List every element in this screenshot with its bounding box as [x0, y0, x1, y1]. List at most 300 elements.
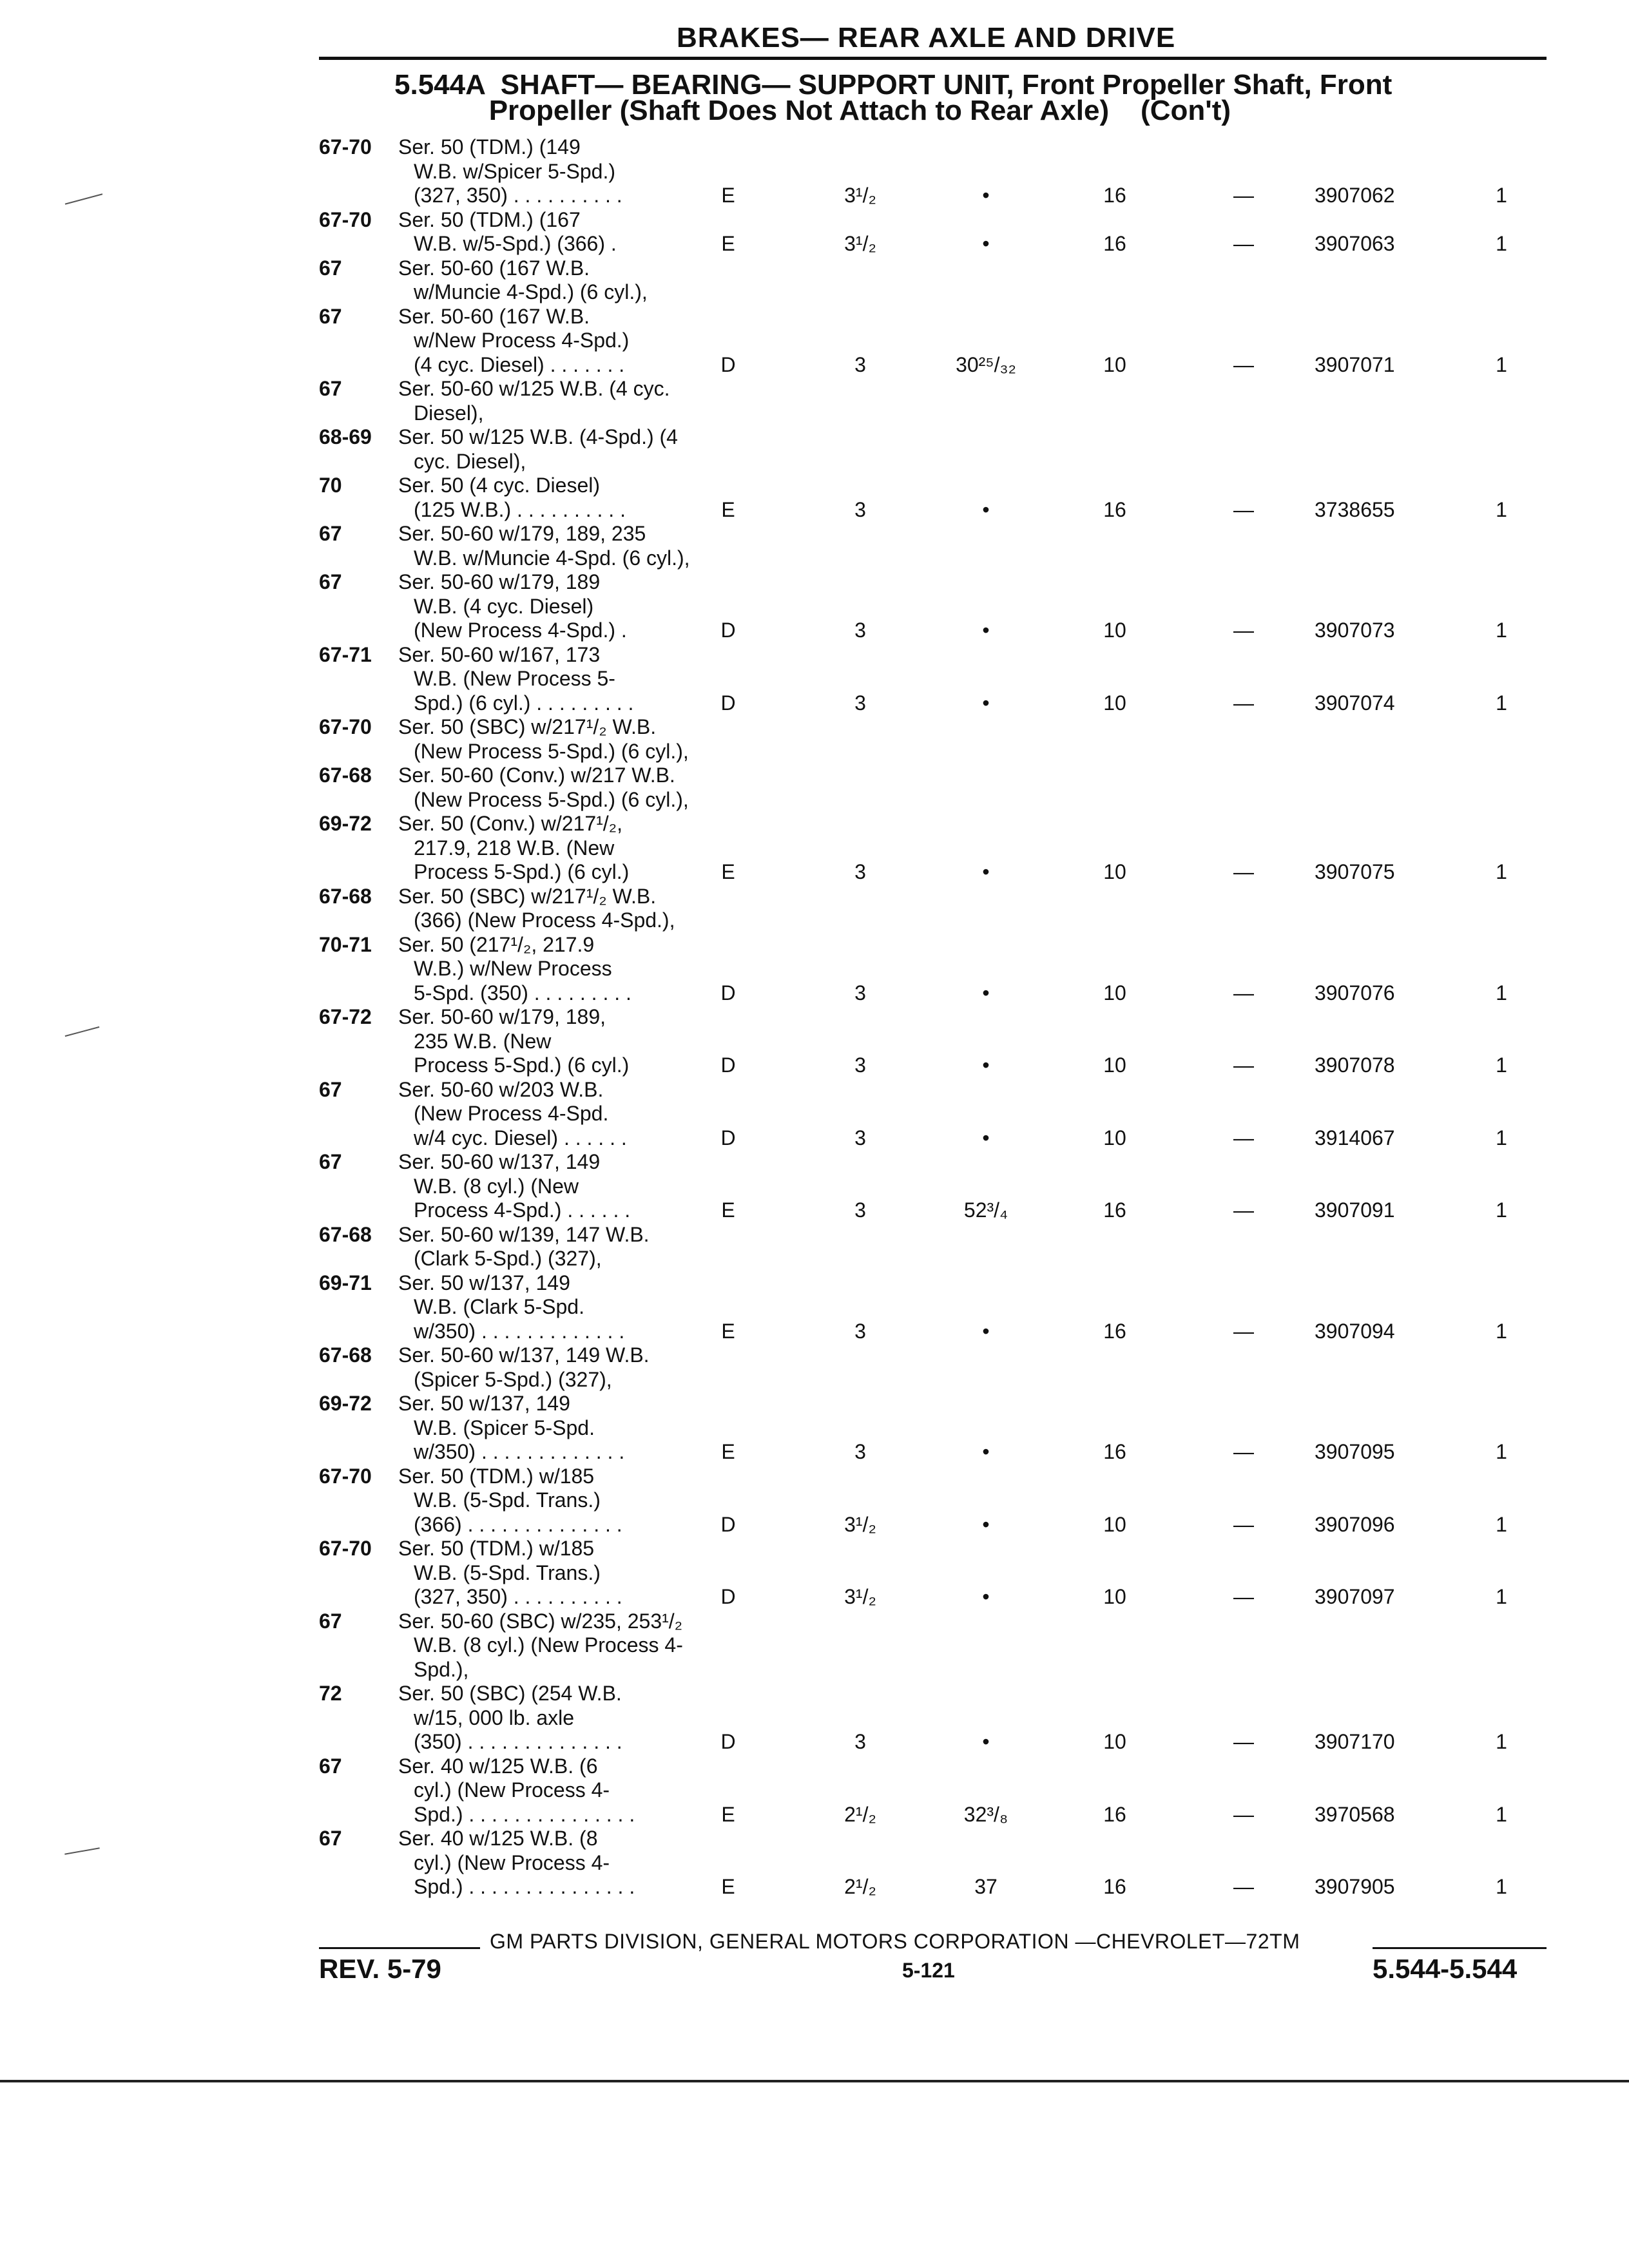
- model-years: 67-70: [319, 1537, 372, 1560]
- length: 37: [974, 1875, 998, 1898]
- application-description: Ser. 50-60 w/139, 147 W.B.: [398, 1222, 650, 1246]
- list-item: [0, 812, 1629, 885]
- length: •: [982, 1126, 990, 1149]
- application-description: Ser. 50 (TDM.) w/185: [398, 1464, 595, 1488]
- parts-list: [0, 135, 1629, 1899]
- application-description: w/15, 000 lb. axle: [414, 1706, 575, 1729]
- application-description: Ser. 50-60 (167 W.B.: [398, 256, 590, 280]
- list-item: [0, 377, 1629, 425]
- application-description: Process 5-Spd.) (6 cyl.): [414, 1053, 630, 1077]
- application-description: (4 cyc. Diesel) . . . . . . .: [414, 352, 625, 376]
- diameter: 3¹/₂: [844, 232, 876, 255]
- model-years: 67: [319, 256, 342, 280]
- type-code: D: [720, 981, 736, 1004]
- diameter: 3: [854, 1730, 866, 1753]
- application-description: W.B. w/Spicer 5-Spd.): [414, 159, 615, 183]
- application-description: (366) . . . . . . . . . . . . . .: [414, 1512, 622, 1536]
- list-item: [0, 1005, 1629, 1078]
- entry-line: [0, 1005, 1629, 1030]
- quantity: 1: [1496, 691, 1507, 715]
- model-years: 69-71: [319, 1271, 372, 1294]
- entry-line: [0, 1585, 1629, 1610]
- application-description: Ser. 50 (TDM.) (167: [398, 207, 581, 231]
- entry-line: [0, 1343, 1629, 1368]
- type-code: E: [721, 1875, 735, 1898]
- application-description: Ser. 50 (SBC) (254 W.B.: [398, 1682, 622, 1705]
- part-number: 3914067: [1315, 1126, 1395, 1149]
- spline-count: 10: [1103, 1053, 1126, 1077]
- application-description: Ser. 50 (SBC) w/217¹/₂ W.B.: [398, 884, 657, 908]
- entry-line: [0, 860, 1629, 885]
- application-description: (New Process 5-Spd.) (6 cyl.),: [414, 787, 689, 811]
- application-description: Spd.) . . . . . . . . . . . . . . .: [414, 1875, 635, 1898]
- list-item: [0, 135, 1629, 208]
- list-item: [0, 1078, 1629, 1151]
- type-code: E: [721, 232, 735, 255]
- spline-count: 10: [1103, 981, 1126, 1004]
- entry-line: [0, 1175, 1629, 1199]
- application-description: (New Process 4-Spd.) .: [414, 619, 627, 642]
- application-description: Ser. 50 (TDM.) w/185: [398, 1537, 595, 1560]
- spline-count: 10: [1103, 860, 1126, 883]
- model-years: 67: [319, 377, 342, 400]
- entry-line: [0, 256, 1629, 281]
- application-description: Ser. 50-60 w/137, 149: [398, 1150, 601, 1173]
- entry-line: [0, 667, 1629, 691]
- type-code: D: [720, 352, 736, 376]
- diameter: 3: [854, 1440, 866, 1463]
- entry-line: [0, 280, 1629, 305]
- model-years: 67: [319, 1609, 342, 1633]
- entry-line: [0, 812, 1629, 836]
- quantity: 1: [1496, 1802, 1507, 1826]
- entry-line: [0, 1030, 1629, 1054]
- model-years: 67: [319, 1077, 342, 1101]
- type-code: D: [720, 691, 736, 715]
- application-description: Ser. 50-60 w/167, 173: [398, 642, 601, 666]
- diameter: 3: [854, 1319, 866, 1343]
- part-number: 3907097: [1315, 1585, 1395, 1608]
- entry-line: [0, 1150, 1629, 1175]
- application-description: Ser. 50-60 w/179, 189: [398, 570, 601, 593]
- entry-line: [0, 1730, 1629, 1754]
- application-description: Ser. 40 w/125 W.B. (8: [398, 1827, 598, 1850]
- application-description: Ser. 50 w/137, 149: [398, 1392, 570, 1415]
- list-item: [0, 1392, 1629, 1465]
- list-item: [0, 1465, 1629, 1537]
- entry-line: [0, 1851, 1629, 1876]
- length: •: [982, 1585, 990, 1608]
- application-description: 5-Spd. (350) . . . . . . . . .: [414, 981, 631, 1004]
- list-item: [0, 305, 1629, 378]
- part-number: 3907094: [1315, 1319, 1395, 1343]
- footer-rule-right: [1373, 1947, 1547, 1949]
- application-description: w/Muncie 4-Spd.) (6 cyl.),: [414, 280, 648, 303]
- model-years: 67-70: [319, 715, 372, 738]
- application-description: Ser. 40 w/125 W.B. (6: [398, 1754, 598, 1778]
- application-description: w/350) . . . . . . . . . . . . .: [414, 1440, 625, 1463]
- blank-column: —: [1233, 497, 1254, 521]
- quantity: 1: [1496, 232, 1507, 255]
- blank-column: —: [1233, 1319, 1254, 1343]
- application-description: w/350) . . . . . . . . . . . . .: [414, 1319, 625, 1343]
- model-years: 67-71: [319, 642, 372, 666]
- entry-line: [0, 1803, 1629, 1827]
- model-years: 70-71: [319, 932, 372, 956]
- type-code: E: [721, 1440, 735, 1463]
- application-description: Ser. 50 (TDM.) (149: [398, 135, 581, 159]
- application-description: W.B. (8 cyl.) (New Process 4-: [414, 1633, 683, 1657]
- model-years: 67-70: [319, 207, 372, 231]
- entry-line: [0, 1126, 1629, 1151]
- diameter: 3: [854, 1198, 866, 1222]
- spline-count: 10: [1103, 1730, 1126, 1753]
- model-years: 67-68: [319, 1343, 372, 1367]
- list-item: [0, 1271, 1629, 1344]
- spline-count: 16: [1103, 1319, 1126, 1343]
- blank-column: —: [1233, 1585, 1254, 1608]
- entry-line: [0, 1682, 1629, 1706]
- section-title: 5.544A SHAFT— BEARING— SUPPORT UNIT, Front Propeller Shaft, Front Propeller (Shaft Does Not Attach to Rear Axle) (Con't): [394, 69, 1393, 126]
- application-description: (New Process 4-Spd.: [414, 1102, 609, 1125]
- part-number: 3907063: [1315, 232, 1395, 255]
- spline-count: 10: [1103, 691, 1126, 715]
- application-description: Ser. 50-60 w/179, 189,: [398, 1005, 606, 1028]
- model-years: 67-70: [319, 135, 372, 159]
- list-item: [0, 1537, 1629, 1610]
- entry-line: [0, 1754, 1629, 1779]
- quantity: 1: [1496, 1126, 1507, 1149]
- quantity: 1: [1496, 1319, 1507, 1343]
- entry-line: [0, 401, 1629, 426]
- model-years: 67-72: [319, 1005, 372, 1028]
- blank-column: —: [1233, 1730, 1254, 1753]
- model-years: 67: [319, 570, 342, 593]
- application-description: (327, 350) . . . . . . . . . .: [414, 184, 622, 207]
- list-item: [0, 256, 1629, 305]
- entry-line: [0, 522, 1629, 546]
- application-description: W.B. (Clark 5-Spd.: [414, 1295, 584, 1318]
- blank-column: —: [1233, 981, 1254, 1004]
- application-description: Ser. 50-60 w/179, 189, 235: [398, 522, 646, 545]
- part-number: 3907076: [1315, 981, 1395, 1004]
- application-description: Ser. 50-60 w/137, 149 W.B.: [398, 1343, 650, 1367]
- part-number: 3907074: [1315, 691, 1395, 715]
- blank-column: —: [1233, 1440, 1254, 1463]
- quantity: 1: [1496, 860, 1507, 883]
- length: •: [982, 1440, 990, 1463]
- entry-line: [0, 908, 1629, 933]
- entry-line: [0, 933, 1629, 957]
- quantity: 1: [1496, 1440, 1507, 1463]
- blank-column: —: [1233, 232, 1254, 255]
- application-description: Spd.),: [414, 1657, 469, 1681]
- application-description: W.B. (New Process 5-: [414, 667, 615, 690]
- spline-count: 10: [1103, 1585, 1126, 1608]
- spline-count: 10: [1103, 619, 1126, 642]
- blank-column: —: [1233, 1512, 1254, 1536]
- type-code: E: [721, 860, 735, 883]
- blank-column: —: [1233, 1126, 1254, 1149]
- type-code: D: [720, 619, 736, 642]
- entry-line: [0, 1368, 1629, 1392]
- diameter: 3: [854, 1053, 866, 1077]
- entry-line: [0, 788, 1629, 812]
- quantity: 1: [1496, 1730, 1507, 1753]
- entry-line: [0, 885, 1629, 909]
- diameter: 3: [854, 497, 866, 521]
- blank-column: —: [1233, 619, 1254, 642]
- entry-line: [0, 1778, 1629, 1803]
- quantity: 1: [1496, 1512, 1507, 1536]
- entry-line: [0, 450, 1629, 474]
- diameter: 3: [854, 860, 866, 883]
- length: •: [982, 860, 990, 883]
- entry-line: [0, 691, 1629, 716]
- entry-line: [0, 184, 1629, 208]
- length: •: [982, 981, 990, 1004]
- diameter: 2¹/₂: [844, 1875, 876, 1898]
- list-item: [0, 1827, 1629, 1899]
- entry-line: [0, 474, 1629, 498]
- part-number: 3907170: [1315, 1730, 1395, 1753]
- type-code: D: [720, 1053, 736, 1077]
- list-item: [0, 1754, 1629, 1827]
- list-item: [0, 208, 1629, 256]
- quantity: 1: [1496, 1875, 1507, 1898]
- model-years: 67: [319, 522, 342, 545]
- length: •: [982, 691, 990, 715]
- entry-line: [0, 764, 1629, 788]
- length: •: [982, 1512, 990, 1536]
- list-item: [0, 1610, 1629, 1682]
- type-code: D: [720, 1585, 736, 1608]
- quantity: 1: [1496, 1198, 1507, 1222]
- blank-column: —: [1233, 1802, 1254, 1826]
- application-description: Ser. 50-60 w/125 W.B. (4 cyc.: [398, 377, 670, 400]
- footer-rule-left: [319, 1947, 480, 1949]
- entry-line: [0, 160, 1629, 184]
- application-description: 235 W.B. (New: [414, 1029, 552, 1053]
- spline-count: 16: [1103, 184, 1126, 207]
- spline-count: 16: [1103, 1440, 1126, 1463]
- entry-line: [0, 546, 1629, 571]
- quantity: 1: [1496, 352, 1507, 376]
- list-item: [0, 643, 1629, 716]
- list-item: [0, 1343, 1629, 1392]
- list-item: [0, 1150, 1629, 1223]
- model-years: 67: [319, 1827, 342, 1850]
- type-code: E: [721, 1319, 735, 1343]
- type-code: E: [721, 1802, 735, 1826]
- blank-column: —: [1233, 1875, 1254, 1898]
- quantity: 1: [1496, 1053, 1507, 1077]
- quantity: 1: [1496, 619, 1507, 642]
- quantity: 1: [1496, 1585, 1507, 1608]
- application-description: W.B. (5-Spd. Trans.): [414, 1488, 601, 1512]
- entry-line: [0, 1658, 1629, 1682]
- spline-count: 10: [1103, 1512, 1126, 1536]
- diameter: 3¹/₂: [844, 1585, 876, 1608]
- blank-column: —: [1233, 1053, 1254, 1077]
- entry-line: [0, 1875, 1629, 1899]
- list-item: [0, 425, 1629, 474]
- application-description: (327, 350) . . . . . . . . . .: [414, 1585, 622, 1608]
- diameter: 3: [854, 352, 866, 376]
- diameter: 3¹/₂: [844, 184, 876, 207]
- application-description: W.B. w/Muncie 4-Spd. (6 cyl.),: [414, 546, 690, 570]
- length: •: [982, 184, 990, 207]
- model-years: 67-70: [319, 1464, 372, 1488]
- application-description: Process 4-Spd.) . . . . . .: [414, 1198, 631, 1222]
- spline-count: 16: [1103, 497, 1126, 521]
- blank-column: —: [1233, 860, 1254, 883]
- entry-line: [0, 957, 1629, 981]
- diameter: 3: [854, 691, 866, 715]
- list-item: [0, 570, 1629, 643]
- application-description: W.B. w/5-Spd.) (366) .: [414, 232, 617, 255]
- entry-line: [0, 498, 1629, 523]
- length: 30²⁵/₃₂: [956, 352, 1016, 376]
- part-number: 3907095: [1315, 1440, 1395, 1463]
- entry-line: [0, 1247, 1629, 1271]
- quantity: 1: [1496, 497, 1507, 521]
- application-description: Ser. 50 (4 cyc. Diesel): [398, 474, 600, 497]
- model-years: 69-72: [319, 812, 372, 835]
- entry-line: [0, 1416, 1629, 1441]
- page-number: 5-121: [902, 1959, 955, 1982]
- list-item: [0, 1682, 1629, 1754]
- length: •: [982, 619, 990, 642]
- header-rule: [319, 57, 1547, 60]
- application-description: w/New Process 4-Spd.): [414, 329, 630, 352]
- entry-line: [0, 1078, 1629, 1102]
- entry-line: [0, 425, 1629, 450]
- type-code: D: [720, 1512, 736, 1536]
- entry-line: [0, 1271, 1629, 1296]
- length: 52³/₄: [963, 1198, 1008, 1222]
- entry-line: [0, 595, 1629, 619]
- application-description: 217.9, 218 W.B. (New: [414, 836, 615, 860]
- entry-line: [0, 1561, 1629, 1586]
- blank-column: —: [1233, 1198, 1254, 1222]
- entry-line: [0, 715, 1629, 740]
- application-description: W.B.) w/New Process: [414, 957, 612, 980]
- entry-line: [0, 1053, 1629, 1078]
- model-years: 67-68: [319, 1222, 372, 1246]
- list-item: [0, 474, 1629, 522]
- entry-line: [0, 1633, 1629, 1658]
- application-description: Ser. 50 w/137, 149: [398, 1271, 570, 1294]
- entry-line: [0, 1295, 1629, 1320]
- diameter: 3: [854, 1126, 866, 1149]
- spline-count: 16: [1103, 232, 1126, 255]
- model-years: 67-68: [319, 884, 372, 908]
- part-number: 3970568: [1315, 1802, 1395, 1826]
- part-number: 3907073: [1315, 619, 1395, 642]
- quantity: 1: [1496, 981, 1507, 1004]
- part-number: 3907078: [1315, 1053, 1395, 1077]
- entry-line: [0, 619, 1629, 643]
- part-number: 3907071: [1315, 352, 1395, 376]
- application-description: Ser. 50 (SBC) w/217¹/₂ W.B.: [398, 715, 657, 738]
- part-number: 3907075: [1315, 860, 1395, 883]
- quantity: 1: [1496, 184, 1507, 207]
- application-description: W.B. (4 cyc. Diesel): [414, 594, 594, 618]
- entry-line: [0, 836, 1629, 861]
- application-description: (New Process 5-Spd.) (6 cyl.),: [414, 739, 689, 763]
- entry-line: [0, 1440, 1629, 1465]
- model-years: 68-69: [319, 425, 372, 448]
- list-item: [0, 885, 1629, 933]
- model-years: 70: [319, 474, 342, 497]
- model-years: 67: [319, 1150, 342, 1173]
- part-number: 3738655: [1315, 497, 1395, 521]
- entry-line: [0, 305, 1629, 329]
- length: 32³/₈: [963, 1802, 1008, 1826]
- entry-line: [0, 1198, 1629, 1223]
- application-description: Ser. 50-60 w/203 W.B.: [398, 1077, 604, 1101]
- model-years: 67: [319, 1754, 342, 1778]
- application-description: (366) (New Process 4-Spd.),: [414, 908, 675, 932]
- diameter: 3: [854, 619, 866, 642]
- entry-line: [0, 1537, 1629, 1561]
- entry-line: [0, 740, 1629, 764]
- application-description: cyl.) (New Process 4-: [414, 1850, 610, 1874]
- application-description: Spd.) (6 cyl.) . . . . . . . . .: [414, 691, 634, 715]
- type-code: D: [720, 1730, 736, 1753]
- length: •: [982, 1319, 990, 1343]
- entry-line: [0, 135, 1629, 160]
- entry-line: [0, 1102, 1629, 1126]
- part-number: 3907062: [1315, 184, 1395, 207]
- spline-count: 16: [1103, 1198, 1126, 1222]
- part-number: 3907091: [1315, 1198, 1395, 1222]
- list-item: [0, 522, 1629, 570]
- application-description: cyl.) (New Process 4-: [414, 1778, 610, 1802]
- entry-line: [0, 232, 1629, 256]
- spline-count: 16: [1103, 1802, 1126, 1826]
- part-number: 3907096: [1315, 1512, 1395, 1536]
- application-description: Ser. 50 (Conv.) w/217¹/₂,: [398, 812, 622, 835]
- entry-line: [0, 1513, 1629, 1537]
- application-description: Ser. 50-60 (167 W.B.: [398, 304, 590, 328]
- entry-line: [0, 1392, 1629, 1416]
- entry-line: [0, 329, 1629, 353]
- type-code: E: [721, 1198, 735, 1222]
- type-code: E: [721, 184, 735, 207]
- application-description: (350) . . . . . . . . . . . . . .: [414, 1730, 622, 1753]
- list-item: [0, 933, 1629, 1006]
- entry-line: [0, 208, 1629, 233]
- entry-line: [0, 1827, 1629, 1851]
- entry-line: [0, 1223, 1629, 1247]
- model-years: 72: [319, 1682, 342, 1705]
- spline-count: 16: [1103, 1875, 1126, 1898]
- application-description: W.B. (Spicer 5-Spd.: [414, 1416, 595, 1439]
- application-description: Spd.) . . . . . . . . . . . . . . .: [414, 1802, 635, 1826]
- diameter: 2¹/₂: [844, 1802, 876, 1826]
- list-item: [0, 764, 1629, 812]
- revision-label: REV. 5-79: [319, 1954, 441, 1984]
- application-description: Ser. 50 (217¹/₂, 217.9: [398, 932, 595, 956]
- model-years: 67: [319, 304, 342, 328]
- application-description: Diesel),: [414, 401, 484, 425]
- entry-line: [0, 353, 1629, 378]
- application-description: (Clark 5-Spd.) (327),: [414, 1247, 602, 1270]
- blank-column: —: [1233, 691, 1254, 715]
- model-years: 67-68: [319, 764, 372, 787]
